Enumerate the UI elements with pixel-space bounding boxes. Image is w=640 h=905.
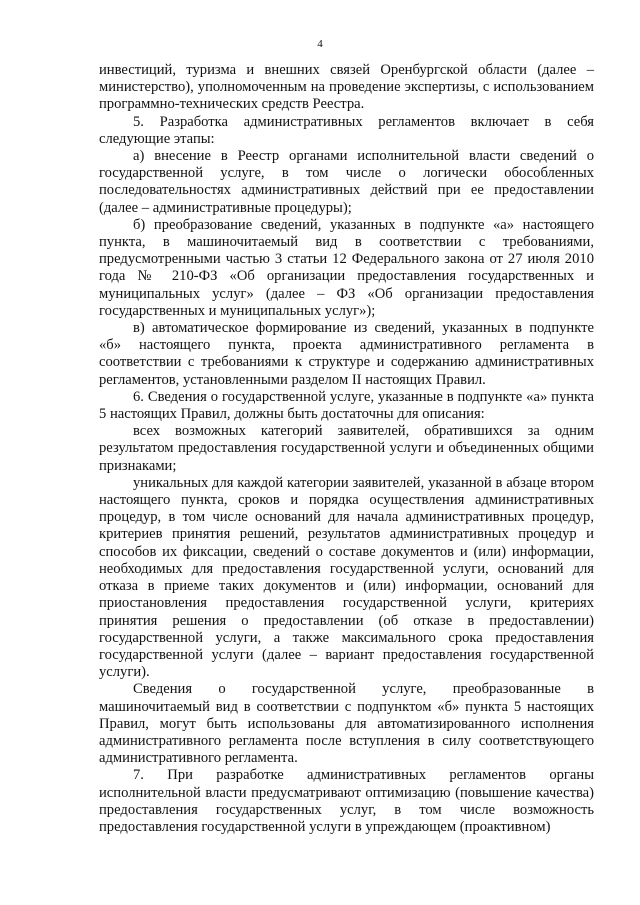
paragraph-subitem-v: в) автоматическое формирование из сведений, указанных в подпункте «б» настоящего пункта, проекта административного регламента в соответствии с требованиями к структуре и содержанию административных регламентов, установленными разделом II настоящих Правил. — [99, 320, 594, 388]
paragraph-item-6: 6. Сведения о государственной услуге, указанные в подпункте «а» пункта 5 настоящих Правил, должны быть достаточны для описания: — [99, 388, 594, 423]
document-body — [99, 62, 594, 836]
paragraph-item-7: 7. При разработке административных регламентов органы исполнительной власти предусматривают оптимизацию (повышение качества) предоставления государственных услуг, в том числе возможность предоставления государственной услуги в упреждающем (проактивном) — [99, 767, 594, 835]
paragraph-continuation: инвестиций, туризма и внешних связей Оренбургской области (далее – министерство), уполномоченным на проведение экспертизы, с использованием программно-технических средств Реестра. — [99, 62, 594, 113]
paragraph-item-5: 5. Разработка административных регламентов включает в себя следующие этапы: — [99, 113, 594, 147]
paragraph-service-variant: уникальных для каждой категории заявителей, указанной в абзаце втором настоящего пункта, сроков и порядка осуществления административных процедур, в том числе оснований для начала административных процедур, критериев принятия решений, результатов административных процедур и способов их фиксации, сведений о составе документов и (или) информации, необходимых для предоставления государственной услуги, оснований для отказа в приеме таких документов и (или) информации, оснований для приостановления предоставления государственной услуги, критериях принятия решения о предоставлении (об отказе в предоставлении) государственной услуги, а также максимального срока предоставления государственной услуги (далее – вариант предоставления государственной услуги). — [99, 474, 594, 681]
page-number: 4 — [317, 38, 323, 50]
paragraph-subitem-b: б) преобразование сведений, указанных в подпункте «а» настоящего пункта, в машиночитаемый вид в соответствии с требованиями, предусмотренными частью 3 статьи 12 Федерального закона от 27 июля 2010 года № 210-ФЗ «Об организации предоставления государственных и муниципальных услуг» (далее – ФЗ «Об организации предоставления государственных и муниципальных услуг»); — [99, 216, 594, 319]
paragraph-machine-readable: Сведения о государственной услуге, преобразованные в машиночитаемый вид в соответствии с подпунктом «б» пункта 5 настоящих Правил, могут быть использованы для автоматизированного исполнения административного регламента после вступления в силу соответствующего административного регламента. — [99, 681, 594, 767]
paragraph-applicant-categories: всех возможных категорий заявителей, обратившихся за одним результатом предоставления государственной услуги и объединенных общими признаками; — [99, 423, 594, 474]
paragraph-subitem-a: а) внесение в Реестр органами исполнительной власти сведений о государственной услуге, в том числе о логически обособленных последовательностях административных действий при ее предоставлении (далее – административные процедуры); — [99, 148, 594, 216]
